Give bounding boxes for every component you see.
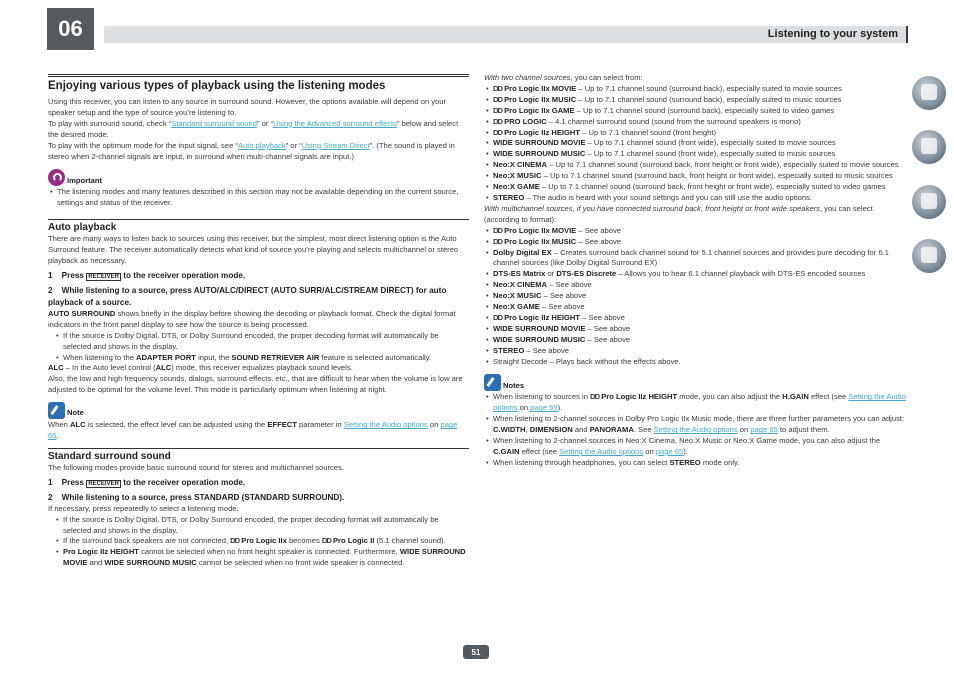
standard-surround-link[interactable]: Standard surround sound xyxy=(171,118,257,128)
bullet-item: • If the surround back speakers are not connected, DD Pro Logic IIx becomes DD Pro Logic II (5.1 channel sound). xyxy=(54,536,469,547)
note-icon xyxy=(484,374,501,391)
mode-item: • Straight Decode – Plays back without the effects above. xyxy=(484,357,906,368)
mode-item: • DD Pro Logic IIx MUSIC – See above xyxy=(484,237,906,248)
advanced-surround-link[interactable]: Using the Advanced surround effects xyxy=(272,118,397,128)
divider xyxy=(48,219,469,220)
mode-item: • DD Pro Logic IIx GAME – Up to 7.1 channel sound (surround back), especially suited to video games xyxy=(484,106,906,117)
section-title: Enjoying various types of playback using the listening modes xyxy=(48,80,386,92)
receiver-key: RECEIVER xyxy=(88,273,119,280)
step-1: 1 Press RECEIVER to the receiver operation mode. xyxy=(48,477,246,487)
notes-box xyxy=(484,374,906,391)
dolby-logo-icon: DD xyxy=(493,225,502,235)
auto-intro: There are many ways to listen back to sources using this receiver, but the simplest, most direct listening option is the Auto Surround feature. The receiver automatically detects what kind of source you’re playing and selects multichannel or stereo playback as necessary. xyxy=(48,234,459,265)
dolby-logo-icon: DD xyxy=(493,94,502,104)
note-item: • When listening to sources in DD Pro Logic IIz HEIGHT mode, you can also adjust the H.GAIN effect (see Setting the Audio options on page 65). xyxy=(484,392,906,414)
page-link[interactable]: page 65 xyxy=(530,403,558,413)
header-bar xyxy=(104,26,908,43)
multi-channel-intro: With multichannel sources, if you have connected surround back, front height or front wide speakers, you can select (according to format): xyxy=(484,203,873,224)
mode-item: • Neo:X CINEMA – Up to 7.1 channel sound (surround back, front height or front wide), especially suited to movie sources xyxy=(484,160,906,171)
std-intro: The following modes provide basic surround sound for stereo and multichannel sources. xyxy=(48,462,344,472)
mode-item: • DD PRO LOGIC – 4.1 channel surround sound (sound from the surround speakers is mono) xyxy=(484,117,906,128)
page-link[interactable]: page 65 xyxy=(48,420,458,441)
chapter-number: 06 xyxy=(47,8,94,50)
note-item: • When listening through headphones, you can select STEREO mode only. xyxy=(484,458,906,469)
important-icon xyxy=(48,169,65,186)
header-title: Listening to your system xyxy=(767,28,898,40)
book-icon[interactable] xyxy=(912,76,946,110)
dolby-logo-icon: DD xyxy=(493,116,502,126)
mode-item: • STEREO – See above xyxy=(484,346,906,357)
right-column xyxy=(484,73,906,469)
std-if-necessary: If necessary, press repeatedly to select a listening mode. xyxy=(48,503,239,513)
page-link[interactable]: page 65 xyxy=(750,425,778,435)
note-icon xyxy=(48,402,65,419)
audio-options-link[interactable]: Setting the Audio options xyxy=(493,392,906,413)
dolby-logo-icon: DD xyxy=(493,105,502,115)
important-box xyxy=(48,169,469,186)
mode-item: • DD Pro Logic IIz HEIGHT – See above xyxy=(484,313,906,324)
dolby-logo-icon: DD xyxy=(493,312,502,322)
step-1: 1 Press RECEIVER to the receiver operation mode. xyxy=(48,270,246,280)
mode-item: • WIDE SURROUND MUSIC – See above xyxy=(484,335,906,346)
mode-item: • WIDE SURROUND MOVIE – Up to 7.1 channel sound (front wide), especially suited to movie sources xyxy=(484,138,906,149)
multi-channel-list xyxy=(484,226,906,368)
step-2: 2 While listening to a source, press AUTO/ALC/DIRECT (AUTO SURR/ALC/STREAM DIRECT) for auto playback of a source. xyxy=(48,285,447,307)
mode-item: • DD Pro Logic IIx MUSIC – Up to 7.1 channel sound (surround back), especially suited to music sources xyxy=(484,95,906,106)
note-item: • When listening to 2-channel sources in Neo:X Cinema, Neo:X Music or Neo:X Game mode, you can also adjust the C.GAIN effect (see Setting the Audio options on page 65). xyxy=(484,436,906,458)
step-2: 2 While listening to a source, press STANDARD (STANDARD SURROUND). xyxy=(48,492,345,502)
mode-item: • DTS-ES Matrix or DTS-ES Discrete – Allows you to hear 6.1 channel playback with DTS-ES encoded sources xyxy=(484,269,906,280)
mode-item: • Neo:X GAME – Up to 7.1 channel sound (surround back, front height or front wide), especially suited to video games xyxy=(484,182,906,193)
intro-paragraph: To play with the optimum mode for the input signal, see “Auto playback” or “Using Stream Direct”. (The sound is played in stereo when 2-channel signals are input, in surround when multi-channel signals are input.) xyxy=(48,140,455,161)
mode-item: • Neo:X GAME – See above xyxy=(484,302,906,313)
audio-options-link[interactable]: Setting the Audio options xyxy=(559,447,644,456)
stream-direct-link[interactable]: Using Stream Direct xyxy=(301,140,370,150)
mode-item: • STEREO – The audio is heard with your sound settings and you can still use the audio options. xyxy=(484,193,906,204)
note-box xyxy=(48,402,469,419)
alc-text: ALC – In the Auto level control (ALC) mode, this receiver equalizes playback sound levels. xyxy=(48,363,353,373)
important-item: • The listening modes and many features described in this section may not be available depending on the current source, settings and status of the receiver. xyxy=(48,187,469,209)
standard-surround-title: Standard surround sound xyxy=(48,450,171,462)
dolby-logo-icon: DD xyxy=(493,236,502,246)
page-link[interactable]: page 65 xyxy=(655,447,684,456)
receiver-key: RECEIVER xyxy=(88,480,119,487)
bullet-item: • If the source is Dolby Digital, DTS, or Dolby Surround encoded, the proper decoding format will automatically be selected and shows in the display. xyxy=(54,331,469,353)
alc-text-2: Also, the low and high frequency sounds, dialogs, surround effects, etc., that are difficult to hear when the volume is low are adjusted to be optimal for the volume level. This mode is particularly optimum when listening at night. xyxy=(48,374,463,395)
mode-item: • DD Pro Logic IIx MOVIE – See above xyxy=(484,226,906,237)
dolby-logo-icon: DD xyxy=(493,83,502,93)
bullet-item: • If the source is Dolby Digital, DTS, or Dolby Surround encoded, the proper decoding format will automatically be selected and shows in the display. xyxy=(54,515,469,537)
auto-playback-title: Auto playback xyxy=(48,222,117,234)
note-label: Note xyxy=(67,408,84,418)
note-item: • When listening to 2-channel sources in Dolby Pro Logic IIx Music mode, there are three further parameters you can adjust: C.WIDTH, DIMENSION and PANORAMA. See Setting the Audio options on page 65 to adjust them. xyxy=(484,414,906,436)
mode-item: • WIDE SURROUND MOVIE – See above xyxy=(484,324,906,335)
remote-icon[interactable] xyxy=(912,130,946,164)
auto-surround-text: AUTO SURROUND shows briefly in the display before showing the decoding or playback format. Check the digital format indicators in the front panel display to see how the source is being processed. xyxy=(48,308,456,329)
two-channel-intro: With two channel sources, you can select from: xyxy=(484,73,643,82)
notes-label: Notes xyxy=(503,380,525,390)
intro-paragraph: To play with surround sound, check “Standard surround sound” or “Using the Advanced surround effects” below and select the desired mode. xyxy=(48,118,459,139)
note-text: When ALC is selected, the effect level can be adjusted using the EFFECT parameter in Setting the Audio options on page 65. xyxy=(48,420,458,441)
bullet-item: • When listening to the ADAPTER PORT input, the SOUND RETRIEVER AIR feature is selected automatically. xyxy=(54,353,469,364)
bullet-item: • Pro Logic IIz HEIGHT cannot be selected when no front height speaker is connected. Furthermore, WIDE SURROUND MOVIE and WIDE SURROUND MUSIC cannot be selected when no front wide speaker is connected. xyxy=(54,547,469,569)
mode-item: • Dolby Digital EX – Creates surround back channel sound for 5.1 channel sources and provides pure decoding for 6.1 channel sources (like Dolby Digital Surround EX) xyxy=(484,248,906,270)
index-icon[interactable] xyxy=(912,239,946,273)
mode-item: • Neo:X CINEMA – See above xyxy=(484,280,906,291)
important-label: Important xyxy=(67,175,103,185)
mode-item: • DD Pro Logic IIx MOVIE – Up to 7.1 channel sound (surround back), especially suited to movie sources xyxy=(484,84,906,95)
page-number: 51 xyxy=(463,645,489,659)
mode-item: • DD Pro Logic IIz HEIGHT – Up to 7.1 channel sound (front height) xyxy=(484,128,906,139)
auto-playback-link[interactable]: Auto playback xyxy=(237,140,286,150)
audio-options-link[interactable]: Setting the Audio options xyxy=(653,425,738,435)
divider xyxy=(48,448,469,449)
mode-item: • WIDE SURROUND MUSIC – Up to 7.1 channel sound (front wide), especially suited to music sources xyxy=(484,149,906,160)
two-channel-list xyxy=(484,84,906,204)
dolby-logo-icon: DD xyxy=(493,127,502,137)
mode-item: • Neo:X MUSIC – See above xyxy=(484,291,906,302)
audio-options-link[interactable]: Setting the Audio options xyxy=(343,420,428,430)
intro-paragraph: Using this receiver, you can listen to any source in surround sound. However, the options available will depend on your speaker setup and the type of source you’re listening to. xyxy=(48,97,447,117)
left-column xyxy=(48,97,469,569)
mode-item: • Neo:X MUSIC – Up to 7.1 channel sound (surround back, front height or front wide), especially suited to music sources xyxy=(484,171,906,182)
troubleshooting-icon[interactable] xyxy=(912,185,946,219)
section-rule xyxy=(48,74,469,77)
